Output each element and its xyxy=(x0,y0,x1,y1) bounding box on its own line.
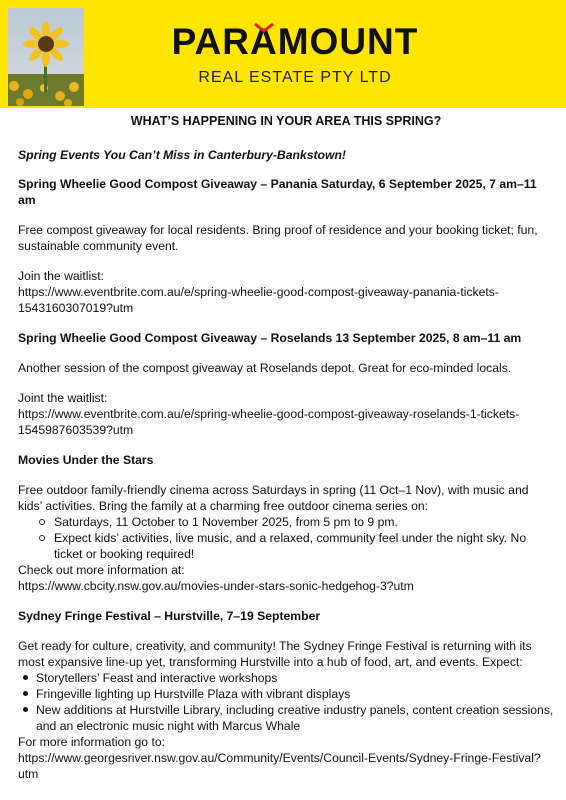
event-link[interactable]: https://www.cbcity.nsw.gov.au/movies-under-stars-sonic-hedgehog-3?utm xyxy=(18,579,414,593)
event-link-label: Join the waitlist: xyxy=(18,269,105,283)
intro-line: Spring Events You Can’t Miss in Canterbury-Bankstown! xyxy=(18,148,346,162)
event-link[interactable]: https://www.eventbrite.com.au/e/spring-wheelie-good-compost-giveaway-roselands-1-tickets-1545987603539?utm xyxy=(18,407,520,437)
event-bullets xyxy=(18,670,554,734)
event-description: Free compost giveaway for local residents. Bring proof of residence and your booking ticket; fun, sustainable community event. xyxy=(18,223,538,253)
event-description: Get ready for culture, creativity, and community! The Sydney Fringe Festival is returning with its most expansive line-up yet, transforming Hurstville into a hub of food, art, and events. Expect: xyxy=(18,639,532,669)
header-banner xyxy=(0,0,566,108)
newsletter-content xyxy=(18,113,554,782)
event-panania-compost xyxy=(18,176,554,316)
event-movies-under-stars xyxy=(18,452,554,594)
event-title: Spring Wheelie Good Compost Giveaway – Roselands 13 September 2025, 8 am–11 am xyxy=(18,331,522,345)
roof-chevron-icon xyxy=(254,23,274,33)
page-title: WHAT’S HAPPENING IN YOUR AREA THIS SPRING? xyxy=(130,114,442,128)
list-item: Expect kids’ activities, live music, and a relaxed, community feel under the night sky. No ticket or booking required! xyxy=(18,530,554,562)
event-roselands-compost xyxy=(18,330,554,438)
event-title: Sydney Fringe Festival – Hurstville, 7–19 September xyxy=(18,609,321,623)
brand-name: PARAMOUNT xyxy=(171,21,419,62)
event-sydney-fringe xyxy=(18,608,554,782)
event-link[interactable]: https://www.georgesriver.nsw.gov.au/Community/Events/Council-Events/Sydney-Fringe-Festival?utm xyxy=(18,751,541,781)
list-item: Saturdays, 11 October to 1 November 2025, from 5 pm to 9 pm. xyxy=(18,514,554,530)
event-title: Movies Under the Stars xyxy=(18,453,154,467)
event-link[interactable]: https://www.eventbrite.com.au/e/spring-wheelie-good-compost-giveaway-panania-tickets-1543160307019?utm xyxy=(18,285,499,315)
event-description: Free outdoor family-friendly cinema across Saturdays in spring (11 Oct–1 Nov), with music and kids’ activities. Bring the family at a charming free outdoor cinema series on: xyxy=(18,483,529,513)
list-item: New additions at Hurstville Library, including creative industry panels, content creation sessions, and an electronic music night with Marcus Whale xyxy=(18,702,554,734)
list-item: Fringeville lighting up Hurstville Plaza with vibrant displays xyxy=(18,686,554,702)
sunflower-photo xyxy=(8,8,84,106)
event-bullets xyxy=(18,514,554,562)
event-description: Another session of the compost giveaway at Roselands depot. Great for eco-minded locals. xyxy=(18,361,512,375)
brand-subtitle: REAL ESTATE PTY LTD xyxy=(198,69,392,86)
event-link-label: For more information go to: xyxy=(18,735,165,749)
list-item: Storytellers’ Feast and interactive workshops xyxy=(18,670,554,686)
brand-logo xyxy=(130,22,460,88)
event-link-label: Joint the waitlist: xyxy=(18,391,108,405)
event-title: Spring Wheelie Good Compost Giveaway – Panania Saturday, 6 September 2025, 7 am–11 am xyxy=(18,177,537,207)
event-link-label: Check out more information at: xyxy=(18,563,185,577)
